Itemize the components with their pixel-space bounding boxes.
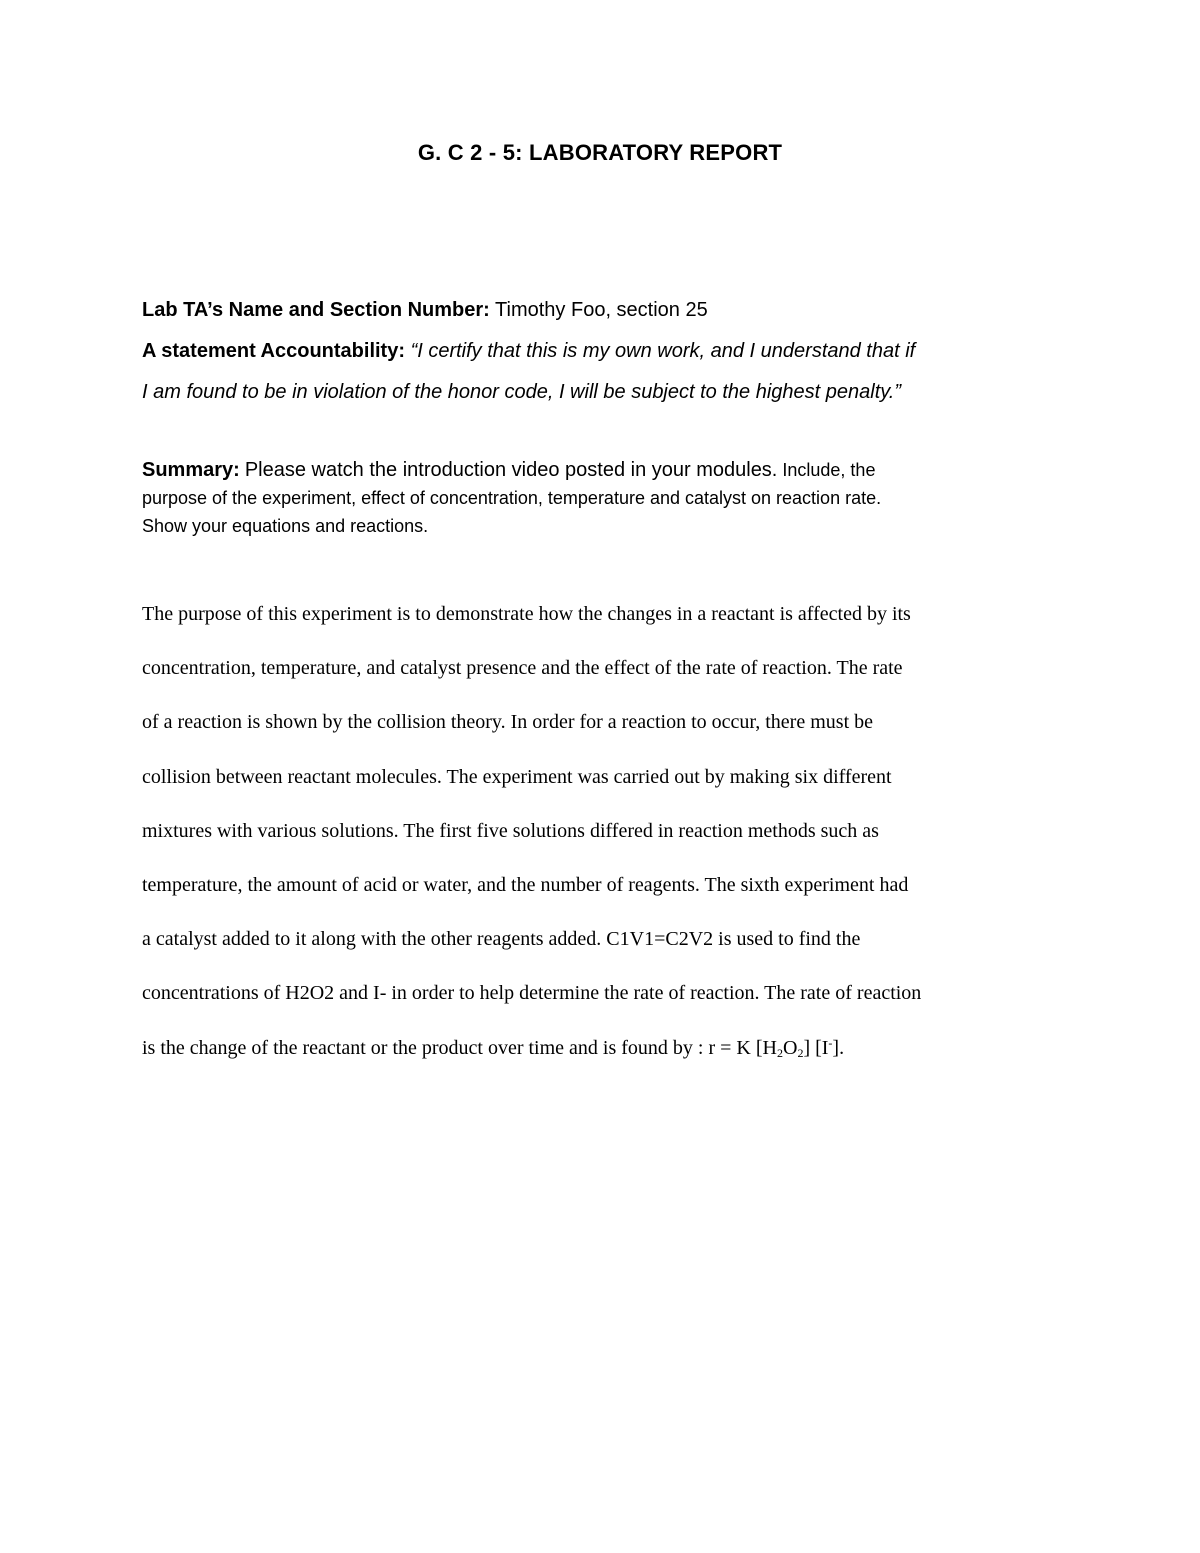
body-line: concentrations of H2O2 and I- in order to help determine the rate of reaction. The rate of reaction <box>142 982 922 1005</box>
summary-rest: Include, the <box>782 460 876 480</box>
rate-equation-line <box>142 1021 1072 1075</box>
rate-equation-o: O <box>782 1036 798 1059</box>
summary-line-2: purpose of the experiment, effect of concentration, temperature and catalyst on reaction rate. <box>142 488 882 508</box>
body-line: The purpose of this experiment is to demonstrate how the changes in a reactant is affected by its <box>142 603 911 625</box>
summary-label: Summary: <box>142 459 240 481</box>
body-line: temperature, the amount of acid or water, and the number of reagents. The sixth experiment had <box>142 874 909 897</box>
accountability-quote-1: “I certify that this is my own work, and I understand that if <box>410 340 916 362</box>
subscript-h: 2 <box>776 1045 783 1060</box>
ta-label: Lab TA’s Name and Section Number: <box>142 299 490 321</box>
summary-line-1 <box>142 456 1062 484</box>
accountability-line-2 <box>142 372 1062 413</box>
ta-line <box>142 290 1062 331</box>
rate-equation-iodide: ] [I <box>803 1036 829 1059</box>
document-title: G. C 2 - 5: LABORATORY REPORT <box>417 140 783 165</box>
ta-value: Timothy Foo, section 25 <box>495 299 708 321</box>
rate-equation-end: ]. <box>832 1036 845 1059</box>
body-line: concentration, temperature, and catalyst presence and the effect of the rate of reaction. The rate <box>142 657 903 680</box>
body-line: mixtures with various solutions. The first five solutions differed in reaction methods such as <box>142 819 879 842</box>
report-header-info <box>142 290 1062 413</box>
accountability-quote-2: I am found to be in violation of the honor code, I will be subject to the highest penalty.” <box>142 381 901 403</box>
body-line: collision between reactant molecules. The experiment was carried out by making six different <box>142 765 892 788</box>
summary-section <box>142 456 1062 540</box>
accountability-label: A statement Accountability: <box>142 340 405 362</box>
report-body <box>142 587 1072 1075</box>
body-line: a catalyst added to it along with the other reagents added. C1V1=C2V2 is used to find the <box>142 928 861 951</box>
accountability-line-1 <box>142 331 1062 372</box>
subscript-o: 2 <box>797 1045 804 1060</box>
summary-line-3: Show your equations and reactions. <box>142 516 429 536</box>
rate-equation-text: is the change of the reactant or the product over time and is found by : r = K [H <box>142 1036 777 1059</box>
body-line: of a reaction is shown by the collision theory. In order for a reaction to occur, there must be <box>142 711 873 734</box>
superscript-charge: - <box>828 1035 833 1050</box>
summary-lead: Please watch the introduction video posted in your modules. <box>244 459 778 481</box>
